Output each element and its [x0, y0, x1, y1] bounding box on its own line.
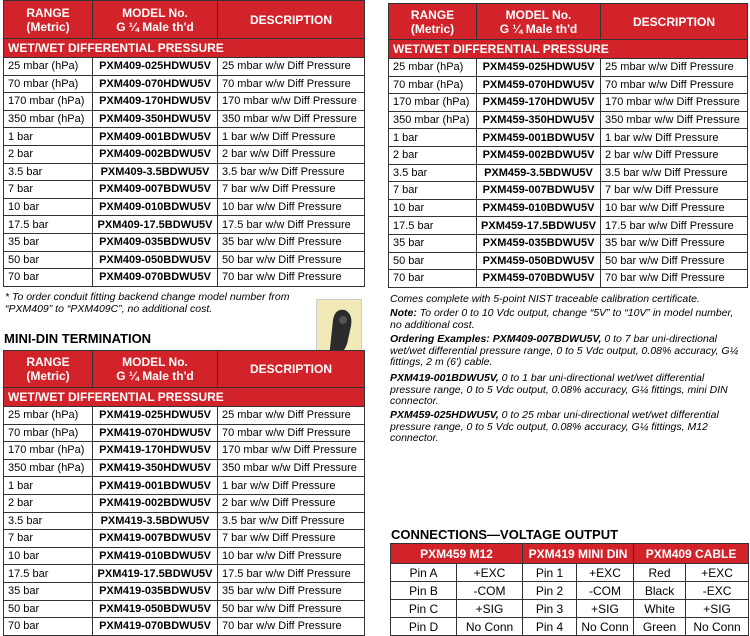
description-cell: 350 mbar w/w Diff Pressure — [218, 110, 365, 128]
model-cell: PXM459-050BDWU5V — [477, 252, 601, 270]
description-cell: 2 bar w/w Diff Pressure — [218, 145, 365, 163]
model-cell: PXM419-350HDWU5V — [93, 459, 218, 477]
range-cell: 7 bar — [389, 182, 477, 200]
range-cell: 350 mbar (hPa) — [389, 111, 477, 129]
table-row — [4, 547, 365, 565]
voltage-note — [390, 308, 740, 331]
pin-cell: Pin B — [391, 582, 457, 600]
range-cell: 1 bar — [389, 129, 477, 147]
model-cell: PXM419-3.5BDWU5V — [93, 512, 218, 530]
description-cell: 70 bar w/w Diff Pressure — [218, 269, 365, 287]
model-cell: PXM419-070HDWU5V — [93, 424, 218, 442]
description-cell: 17.5 bar w/w Diff Pressure — [218, 565, 365, 583]
model-cell: PXM459-170HDWU5V — [477, 94, 601, 112]
model-cell: PXM459-070BDWU5V — [477, 270, 601, 288]
conduit-note: * To order conduit fitting backend change model number from “PXM409” to “PXM409C”, no additional cost. — [5, 291, 290, 315]
signal-cell: -COM — [577, 582, 634, 600]
table-row — [389, 217, 748, 235]
description-cell: 2 bar w/w Diff Pressure — [218, 494, 365, 512]
description-cell: 3.5 bar w/w Diff Pressure — [218, 512, 365, 530]
table-row — [4, 407, 365, 425]
description-cell: 70 mbar w/w Diff Pressure — [218, 75, 365, 93]
signal-cell: +SIG — [686, 600, 749, 618]
range-cell: 7 bar — [4, 181, 93, 199]
signal-cell: +SIG — [457, 600, 523, 618]
section-title: WET/WET DIFFERENTIAL PRESSURE — [4, 388, 365, 407]
table-row — [4, 530, 365, 548]
description-cell: 70 mbar w/w Diff Pressure — [601, 76, 748, 94]
pxm419-mini-din-header: PXM419 MINI DIN — [523, 544, 634, 564]
description-cell: 25 mbar w/w Diff Pressure — [601, 59, 748, 77]
table-row — [4, 582, 365, 600]
range-cell: 17.5 bar — [4, 565, 93, 583]
range-cell: 350 mbar (hPa) — [4, 459, 93, 477]
range-cell: 350 mbar (hPa) — [4, 110, 93, 128]
pin-cell: Pin 4 — [523, 618, 577, 636]
model-cell: PXM409-350HDWU5V — [93, 110, 218, 128]
model-cell: PXM409-050BDWU5V — [93, 251, 218, 269]
range-cell: 50 bar — [4, 251, 93, 269]
model-cell: PXM409-001BDWU5V — [93, 128, 218, 146]
range-cell: 35 bar — [389, 234, 477, 252]
model-header: MODEL No. G ¼ Male th'd — [93, 351, 218, 388]
table-row — [4, 494, 365, 512]
description-header: DESCRIPTION — [218, 1, 365, 39]
example3-text: 0 to 25 mbar uni-directional wet/wet differential pressure range, 0 to 5 Vdc output, 0.08% accuracy, G¼ fittings, M12 connector. — [390, 409, 719, 444]
range-cell: 10 bar — [4, 547, 93, 565]
table-row — [389, 199, 748, 217]
range-cell: 3.5 bar — [4, 163, 93, 181]
model-cell: PXM419-025HDWU5V — [93, 407, 218, 425]
connection-row — [391, 618, 749, 636]
description-cell: 10 bar w/w Diff Pressure — [218, 198, 365, 216]
table-row — [4, 565, 365, 583]
model-header: MODEL No. G ¼ Male th'd — [477, 4, 601, 40]
model-cell: PXM459-002BDWU5V — [477, 146, 601, 164]
signal-cell: No Conn — [577, 618, 634, 636]
description-cell: 70 bar w/w Diff Pressure — [218, 618, 365, 636]
table-row — [4, 58, 365, 76]
table-row — [4, 233, 365, 251]
model-cell: PXM419-010BDWU5V — [93, 547, 218, 565]
model-cell: PXM409-002BDWU5V — [93, 145, 218, 163]
table-row — [389, 164, 748, 182]
pin-cell: Pin A — [391, 564, 457, 582]
pin-cell: White — [634, 600, 686, 618]
model-cell: PXM409-025HDWU5V — [93, 58, 218, 76]
connection-row — [391, 582, 749, 600]
model-cell: PXM459-350HDWU5V — [477, 111, 601, 129]
signal-cell: +EXC — [457, 564, 523, 582]
table-row — [4, 512, 365, 530]
model-cell: PXM419-17.5BDWU5V — [93, 565, 218, 583]
pin-cell: Pin 1 — [523, 564, 577, 582]
range-cell: 70 mbar (hPa) — [4, 75, 93, 93]
minidin-heading: MINI-DIN TERMINATION — [4, 331, 152, 346]
description-cell: 35 bar w/w Diff Pressure — [601, 234, 748, 252]
connections-heading: CONNECTIONS—VOLTAGE OUTPUT — [391, 527, 619, 542]
model-cell: PXM459-010BDWU5V — [477, 199, 601, 217]
pin-cell: Red — [634, 564, 686, 582]
description-cell: 35 bar w/w Diff Pressure — [218, 582, 365, 600]
table-row — [4, 269, 365, 287]
range-cell: 25 mbar (hPa) — [4, 407, 93, 425]
table-row — [389, 76, 748, 94]
range-cell: 70 mbar (hPa) — [389, 76, 477, 94]
pin-cell: Black — [634, 582, 686, 600]
table-row — [4, 75, 365, 93]
range-cell: 3.5 bar — [389, 164, 477, 182]
range-cell: 70 bar — [4, 618, 93, 636]
table-row — [4, 424, 365, 442]
example3-label: PXM459-025HDWU5V, — [390, 409, 499, 421]
pxm409-table-block — [3, 0, 365, 287]
section-title: WET/WET DIFFERENTIAL PRESSURE — [4, 39, 365, 58]
pxm459-table-block — [388, 3, 748, 288]
ordering-example-2 — [390, 373, 740, 408]
table-row — [4, 181, 365, 199]
model-cell: PXM459-025HDWU5V — [477, 59, 601, 77]
range-cell: 7 bar — [4, 530, 93, 548]
range-cell: 25 mbar (hPa) — [4, 58, 93, 76]
model-cell: PXM419-070BDWU5V — [93, 618, 218, 636]
table-row — [4, 145, 365, 163]
description-cell: 170 mbar w/w Diff Pressure — [218, 93, 365, 111]
signal-cell: +EXC — [577, 564, 634, 582]
model-header: MODEL No. G ¼ Male th'd — [93, 1, 218, 39]
description-cell: 70 mbar w/w Diff Pressure — [218, 424, 365, 442]
range-cell: 3.5 bar — [4, 512, 93, 530]
table-row — [389, 252, 748, 270]
table-row — [4, 110, 365, 128]
model-cell: PXM409-3.5BDWU5V — [93, 163, 218, 181]
table-row — [389, 270, 748, 288]
table-row — [389, 129, 748, 147]
range-cell: 70 bar — [4, 269, 93, 287]
range-cell: 2 bar — [4, 145, 93, 163]
pin-cell: Pin 3 — [523, 600, 577, 618]
model-cell: PXM459-035BDWU5V — [477, 234, 601, 252]
description-cell: 350 mbar w/w Diff Pressure — [218, 459, 365, 477]
ordering-example-3 — [390, 410, 740, 445]
model-cell: PXM409-070BDWU5V — [93, 269, 218, 287]
description-cell: 50 bar w/w Diff Pressure — [218, 600, 365, 618]
table-row — [4, 477, 365, 495]
range-cell: 17.5 bar — [4, 216, 93, 234]
model-cell: PXM459-001BDWU5V — [477, 129, 601, 147]
pin-cell: Pin C — [391, 600, 457, 618]
range-cell: 35 bar — [4, 582, 93, 600]
description-cell: 50 bar w/w Diff Pressure — [601, 252, 748, 270]
range-header: RANGE (Metric) — [4, 1, 93, 39]
range-cell: 50 bar — [389, 252, 477, 270]
section-title: WET/WET DIFFERENTIAL PRESSURE — [389, 40, 748, 59]
range-cell: 170 mbar (hPa) — [4, 442, 93, 460]
description-cell: 350 mbar w/w Diff Pressure — [601, 111, 748, 129]
table-row — [389, 111, 748, 129]
range-cell: 70 mbar (hPa) — [4, 424, 93, 442]
description-cell: 170 mbar w/w Diff Pressure — [601, 94, 748, 112]
signal-cell: No Conn — [686, 618, 749, 636]
description-cell: 25 mbar w/w Diff Pressure — [218, 407, 365, 425]
description-cell: 7 bar w/w Diff Pressure — [218, 530, 365, 548]
model-cell: PXM419-001BDWU5V — [93, 477, 218, 495]
description-cell: 1 bar w/w Diff Pressure — [218, 128, 365, 146]
description-cell: 1 bar w/w Diff Pressure — [218, 477, 365, 495]
note-text: To order 0 to 10 Vdc output, change “5V” to “10V” in model number, no additional cost. — [390, 307, 734, 331]
table-row — [4, 600, 365, 618]
model-cell: PXM459-070HDWU5V — [477, 76, 601, 94]
table-row — [4, 216, 365, 234]
description-cell: 35 bar w/w Diff Pressure — [218, 233, 365, 251]
connections-table — [390, 543, 749, 636]
model-cell: PXM419-002BDWU5V — [93, 494, 218, 512]
table-row — [4, 163, 365, 181]
description-cell: 3.5 bar w/w Diff Pressure — [218, 163, 365, 181]
model-cell: PXM409-010BDWU5V — [93, 198, 218, 216]
description-cell: 25 mbar w/w Diff Pressure — [218, 58, 365, 76]
description-cell: 17.5 bar w/w Diff Pressure — [601, 217, 748, 235]
pxm409-table — [3, 0, 365, 287]
description-cell: 7 bar w/w Diff Pressure — [218, 181, 365, 199]
table-row — [4, 93, 365, 111]
pin-cell: Pin 2 — [523, 582, 577, 600]
table-row — [389, 234, 748, 252]
description-cell: 2 bar w/w Diff Pressure — [601, 146, 748, 164]
range-cell: 170 mbar (hPa) — [4, 93, 93, 111]
signal-cell: +SIG — [577, 600, 634, 618]
description-cell: 3.5 bar w/w Diff Pressure — [601, 164, 748, 182]
signal-cell: -COM — [457, 582, 523, 600]
example2-label: PXM419-001BDWU5V, — [390, 372, 499, 384]
examples-label: Ordering Examples: PXM409-007BDWU5V, — [390, 333, 602, 345]
model-cell: PXM419-050BDWU5V — [93, 600, 218, 618]
range-cell: 35 bar — [4, 233, 93, 251]
model-cell: PXM419-170HDWU5V — [93, 442, 218, 460]
pxm419-table-block — [3, 350, 365, 636]
model-cell: PXM459-007BDWU5V — [477, 182, 601, 200]
range-cell: 10 bar — [4, 198, 93, 216]
pxm409-cable-header: PXM409 CABLE — [634, 544, 749, 564]
description-cell: 17.5 bar w/w Diff Pressure — [218, 216, 365, 234]
pin-cell: Green — [634, 618, 686, 636]
range-cell: 50 bar — [4, 600, 93, 618]
description-cell: 70 bar w/w Diff Pressure — [601, 270, 748, 288]
range-cell: 2 bar — [4, 494, 93, 512]
signal-cell: -EXC — [686, 582, 749, 600]
example2-text: 0 to 1 bar uni-directional wet/wet differential pressure range, 0 to 5 Vdc output, 0.08% accuracy, G¼ fittings, mini DIN connector. — [390, 372, 728, 407]
note-label: Note: — [390, 307, 417, 319]
model-cell: PXM409-035BDWU5V — [93, 233, 218, 251]
table-row — [4, 618, 365, 636]
examples-text: 0 to 7 bar uni-directional wet/wet differential pressure range, 0 to 5 Vdc output, 0.08% accuracy, G¼ fittings, 2 m (6') cable. — [390, 333, 739, 368]
connection-row — [391, 600, 749, 618]
description-header: DESCRIPTION — [218, 351, 365, 388]
description-cell: 7 bar w/w Diff Pressure — [601, 182, 748, 200]
range-header: RANGE (Metric) — [389, 4, 477, 40]
description-header: DESCRIPTION — [601, 4, 748, 40]
model-cell: PXM409-17.5BDWU5V — [93, 216, 218, 234]
table-row — [4, 442, 365, 460]
pin-cell: Pin D — [391, 618, 457, 636]
description-cell: 50 bar w/w Diff Pressure — [218, 251, 365, 269]
range-cell: 17.5 bar — [389, 217, 477, 235]
description-cell: 10 bar w/w Diff Pressure — [601, 199, 748, 217]
table-row — [4, 251, 365, 269]
range-cell: 1 bar — [4, 477, 93, 495]
calibration-note: Comes complete with 5-point NIST traceable calibration certificate. — [390, 293, 700, 305]
pxm459-m12-header: PXM459 M12 — [391, 544, 523, 564]
table-row — [389, 182, 748, 200]
table-row — [389, 146, 748, 164]
model-cell: PXM459-17.5BDWU5V — [477, 217, 601, 235]
table-row — [389, 94, 748, 112]
model-cell: PXM419-007BDWU5V — [93, 530, 218, 548]
pxm459-table — [388, 3, 748, 288]
signal-cell: +EXC — [686, 564, 749, 582]
table-row — [4, 198, 365, 216]
description-cell: 1 bar w/w Diff Pressure — [601, 129, 748, 147]
model-cell: PXM409-007BDWU5V — [93, 181, 218, 199]
range-cell: 25 mbar (hPa) — [389, 59, 477, 77]
table-row — [389, 59, 748, 77]
range-header: RANGE (Metric) — [4, 351, 93, 388]
range-cell: 1 bar — [4, 128, 93, 146]
pxm419-table — [3, 350, 365, 636]
range-cell: 70 bar — [389, 270, 477, 288]
ordering-example-1 — [390, 334, 740, 369]
range-cell: 10 bar — [389, 199, 477, 217]
description-cell: 170 mbar w/w Diff Pressure — [218, 442, 365, 460]
table-row — [4, 128, 365, 146]
connections-table-block — [390, 543, 749, 636]
table-row — [4, 459, 365, 477]
range-cell: 2 bar — [389, 146, 477, 164]
connection-row — [391, 564, 749, 582]
description-cell: 10 bar w/w Diff Pressure — [218, 547, 365, 565]
range-cell: 170 mbar (hPa) — [389, 94, 477, 112]
model-cell: PXM459-3.5BDWU5V — [477, 164, 601, 182]
signal-cell: No Conn — [457, 618, 523, 636]
model-cell: PXM409-070HDWU5V — [93, 75, 218, 93]
model-cell: PXM409-170HDWU5V — [93, 93, 218, 111]
model-cell: PXM419-035BDWU5V — [93, 582, 218, 600]
